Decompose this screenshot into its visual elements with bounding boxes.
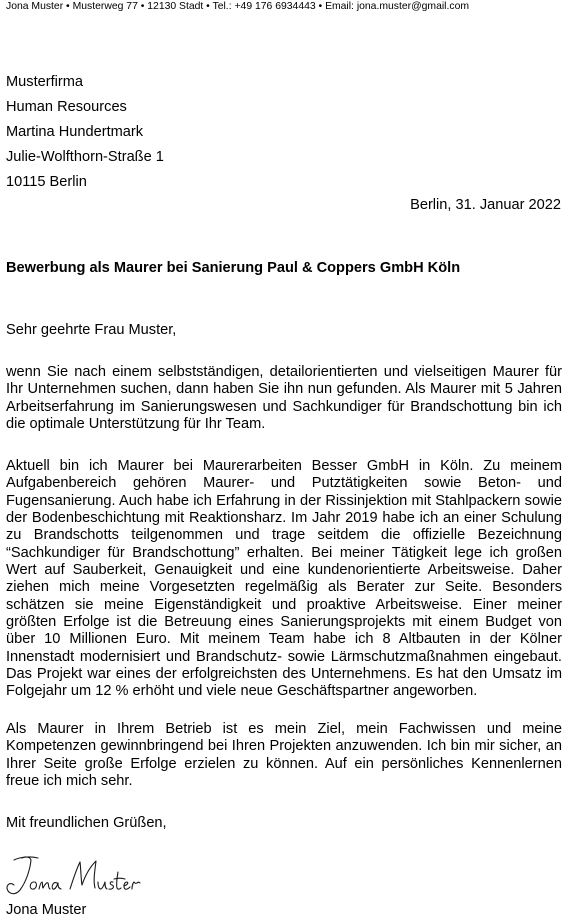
signer-name: Jona Muster — [6, 902, 87, 918]
recipient-company: Musterfirma — [6, 74, 84, 90]
handwritten-signature — [0, 852, 150, 900]
recipient-street: Julie-Wolfthorn-Straße 1 — [6, 149, 164, 165]
closing-phrase: Mit freundlichen Grüßen, — [6, 815, 167, 831]
body-paragraph: Aktuell bin ich Maurer bei Maurerarbeiten Besser GmbH in Köln. Zu meinem Aufgabenbereich gehören Maurer- und Putztätigkeiten sowie Beton- und Fugensanierung. Auch habe ich Erfahrung in der Rissinjektion mit Stahlpackern sowie der Bodenbeschichtung mit Reaktionsharz. Im Jahr 2019 habe ich an einer Schulung zu Brandschotts teilgenommen und trage seitdem die offizielle Bezeichnung “Sachkundiger für Brandschottung” erhalten. Bei meiner Tätigkeit lege ich großen Wert auf Sauberkeit, Genauigkeit und eine kundenorientierte Arbeitsweise. Daher ziehen mich meine Vorgesetzten regelmäßig als Berater zur Seite. Besonders schätzen sie meine Eigenständigkeit und proaktive Arbeitsweise. Einer meiner größten Erfolge ist die Betreuung eines Sanierungsprojekts mit einem Budget von über 10 Millionen Euro. Mit meinem Team habe ich 8 Altbauten in der Kölner Innenstadt modernisiert und Brandschutz- sowie Lärmschutzmaßnahmen eingebaut. Das Projekt war eines der erfolgreichsten des Unternehmens. Es hat den Umsatz im Folgejahr um 12 % erhöht und viele neue Geschäftspartner angeworben. — [6, 458, 562, 700]
body-paragraph: Als Maurer in Ihrem Betrieb ist es mein Ziel, mein Fachwissen und meine Kompetenzen gewinnbringend bei Ihren Projekten anzuwenden. Ich bin mir sicher, an Ihrer Seite große Erfolge erzielen zu können. Auf ein persönliches Kennenlernen freue ich mich sehr. — [6, 721, 562, 790]
sender-info-line: Jona Muster • Musterweg 77 • 12130 Stadt • Tel.: +49 176 6934443 • Email: jona.muster@gmail.com — [6, 1, 470, 12]
salutation: Sehr geehrte Frau Muster, — [6, 322, 177, 338]
recipient-address — [6, 70, 164, 195]
letter-date: Berlin, 31. Januar 2022 — [410, 197, 561, 213]
recipient-contact: Martina Hundertmark — [6, 124, 144, 140]
recipient-department: Human Resources — [6, 99, 127, 115]
body-paragraph: wenn Sie nach einem selbstständigen, detailorientierten und vielseitigen Maurer für Ihr Unternehmen suchen, dann haben Sie ihn nun gefunden. Als Maurer mit 5 Jahren Arbeitserfahrung im Sanierungswesen und Sachkundiger für Brandschottung bin ich die optimale Unterstützung für Ihr Team. — [6, 364, 562, 433]
recipient-city: 10115 Berlin — [6, 174, 87, 190]
letter-subject: Bewerbung als Maurer bei Sanierung Paul & Coppers GmbH Köln — [6, 260, 461, 276]
